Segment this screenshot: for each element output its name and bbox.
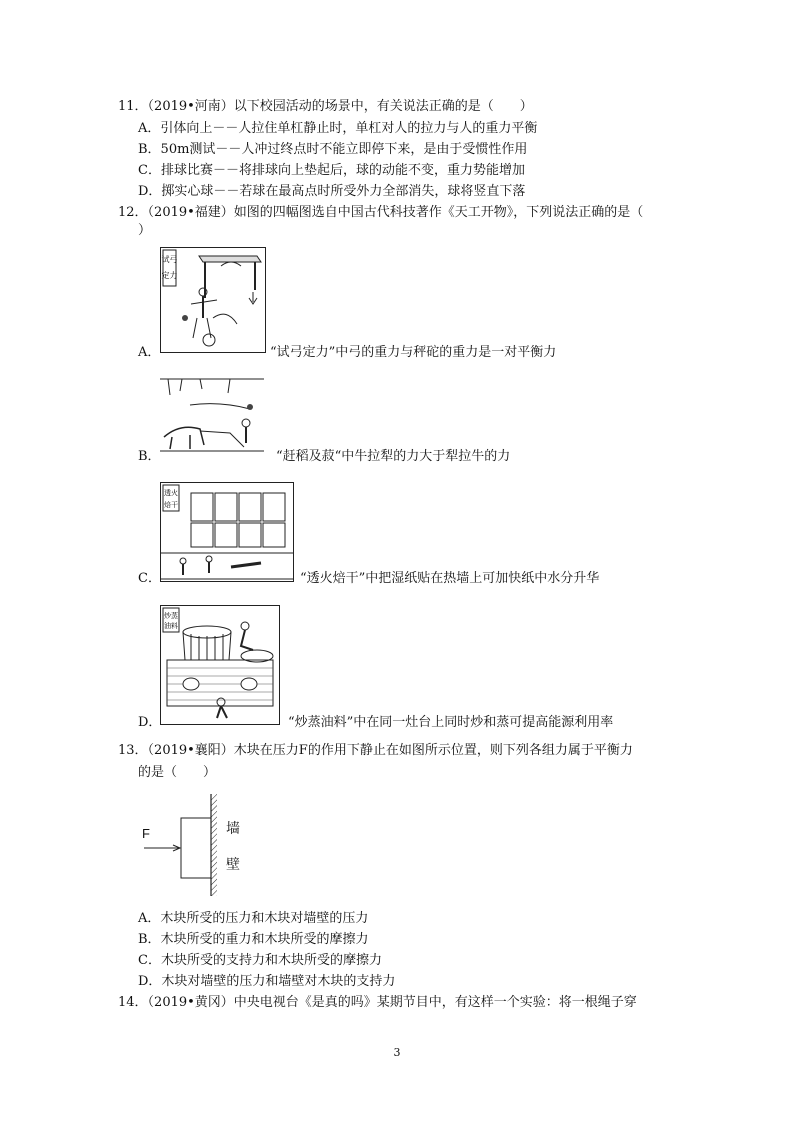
figure-bow-testing — [160, 247, 266, 353]
q13-stem-line2: 的是（ ） — [138, 765, 217, 780]
q13-option-c: C．木块所受的支持力和木块所受的摩擦力 — [138, 953, 382, 968]
force-label: F — [142, 826, 150, 841]
q14-stem: 14．（2019•黄冈）中央电视台《是真的吗》某期节目中，有这样一个实验：将一根绳子穿 — [118, 995, 637, 1010]
wall-hatching — [211, 794, 217, 896]
block-wall-diagram — [136, 790, 276, 900]
figure-ox-plowing — [160, 375, 264, 453]
oil-frying-illustration — [161, 606, 279, 724]
block-wall-svg — [136, 790, 276, 900]
wall-label-1: 墙 — [226, 821, 240, 837]
paper-drying-illustration — [161, 483, 293, 581]
fig-a-label-1: 试弓 — [161, 255, 178, 264]
fig-a-label-2: 定力 — [161, 271, 178, 280]
fig-c-label-1: 透火 — [164, 489, 178, 497]
q11-option-c: C．排球比赛－－将排球向上垫起后，球的动能不变，重力势能增加 — [138, 163, 525, 178]
q12-option-d-caption: “炒蒸油料”中在同一灶台上同时炒和蒸可提高能源利用率 — [288, 715, 614, 730]
q12-option-c-letter: C． — [138, 571, 161, 586]
q12-stem-line1: 12．（2019•福建）如图的四幅图选自中国古代科技著作《天工开物》，下列说法正确的是（ — [118, 205, 644, 220]
q11-stem: 11．（2019•河南）以下校园活动的场景中，有关说法正确的是（ ） — [118, 99, 533, 114]
q13-stem-line1: 13．（2019•襄阳）木块在压力F的作用下静止在如图所示位置，则下列各组力属于平衡力 — [118, 743, 633, 758]
q13-option-a: A．木块所受的压力和木块对墙壁的压力 — [138, 911, 369, 926]
q12-option-c-caption: “透火焙干”中把湿纸贴在热墙上可加快纸中水分升华 — [300, 571, 600, 586]
q12-option-b-caption: “赶稻及菽“中牛拉犁的力大于犁拉牛的力 — [276, 449, 511, 464]
q12-option-a-caption: “试弓定力”中弓的重力与秤砣的重力是一对平衡力 — [270, 345, 557, 360]
figure-paper-drying — [160, 482, 294, 582]
q13-option-d: D．木块对墙壁的压力和墙壁对木块的支持力 — [138, 974, 396, 989]
fig-d-label-1: 炒蒸 — [164, 612, 178, 620]
figure-oil-frying — [160, 605, 280, 725]
q11-option-b: B．50m测试－－人冲过终点时不能立即停下来，是由于受惯性作用 — [138, 142, 528, 157]
q12-stem-line2: ） — [138, 223, 152, 238]
fig-d-label-2: 油料 — [164, 622, 178, 630]
wooden-block — [181, 818, 211, 878]
q11-option-d: D．掷实心球－－若球在最高点时所受外力全部消失，球将竖直下落 — [138, 184, 526, 199]
wall-label-2: 壁 — [226, 857, 240, 873]
q12-option-b-letter: B． — [138, 449, 161, 464]
q13-option-b: B．木块所受的重力和木块所受的摩擦力 — [138, 932, 369, 947]
q12-option-a-letter: A． — [138, 345, 161, 360]
q12-option-d-letter: D． — [138, 715, 162, 730]
page-number: 3 — [393, 1046, 401, 1059]
ox-plowing-illustration — [160, 375, 264, 453]
fig-c-label-2: 焙干 — [164, 501, 178, 509]
q11-option-a: A．引体向上－－人拉住单杠静止时，单杠对人的拉力与人的重力平衡 — [138, 121, 538, 136]
bow-testing-illustration — [161, 248, 265, 352]
